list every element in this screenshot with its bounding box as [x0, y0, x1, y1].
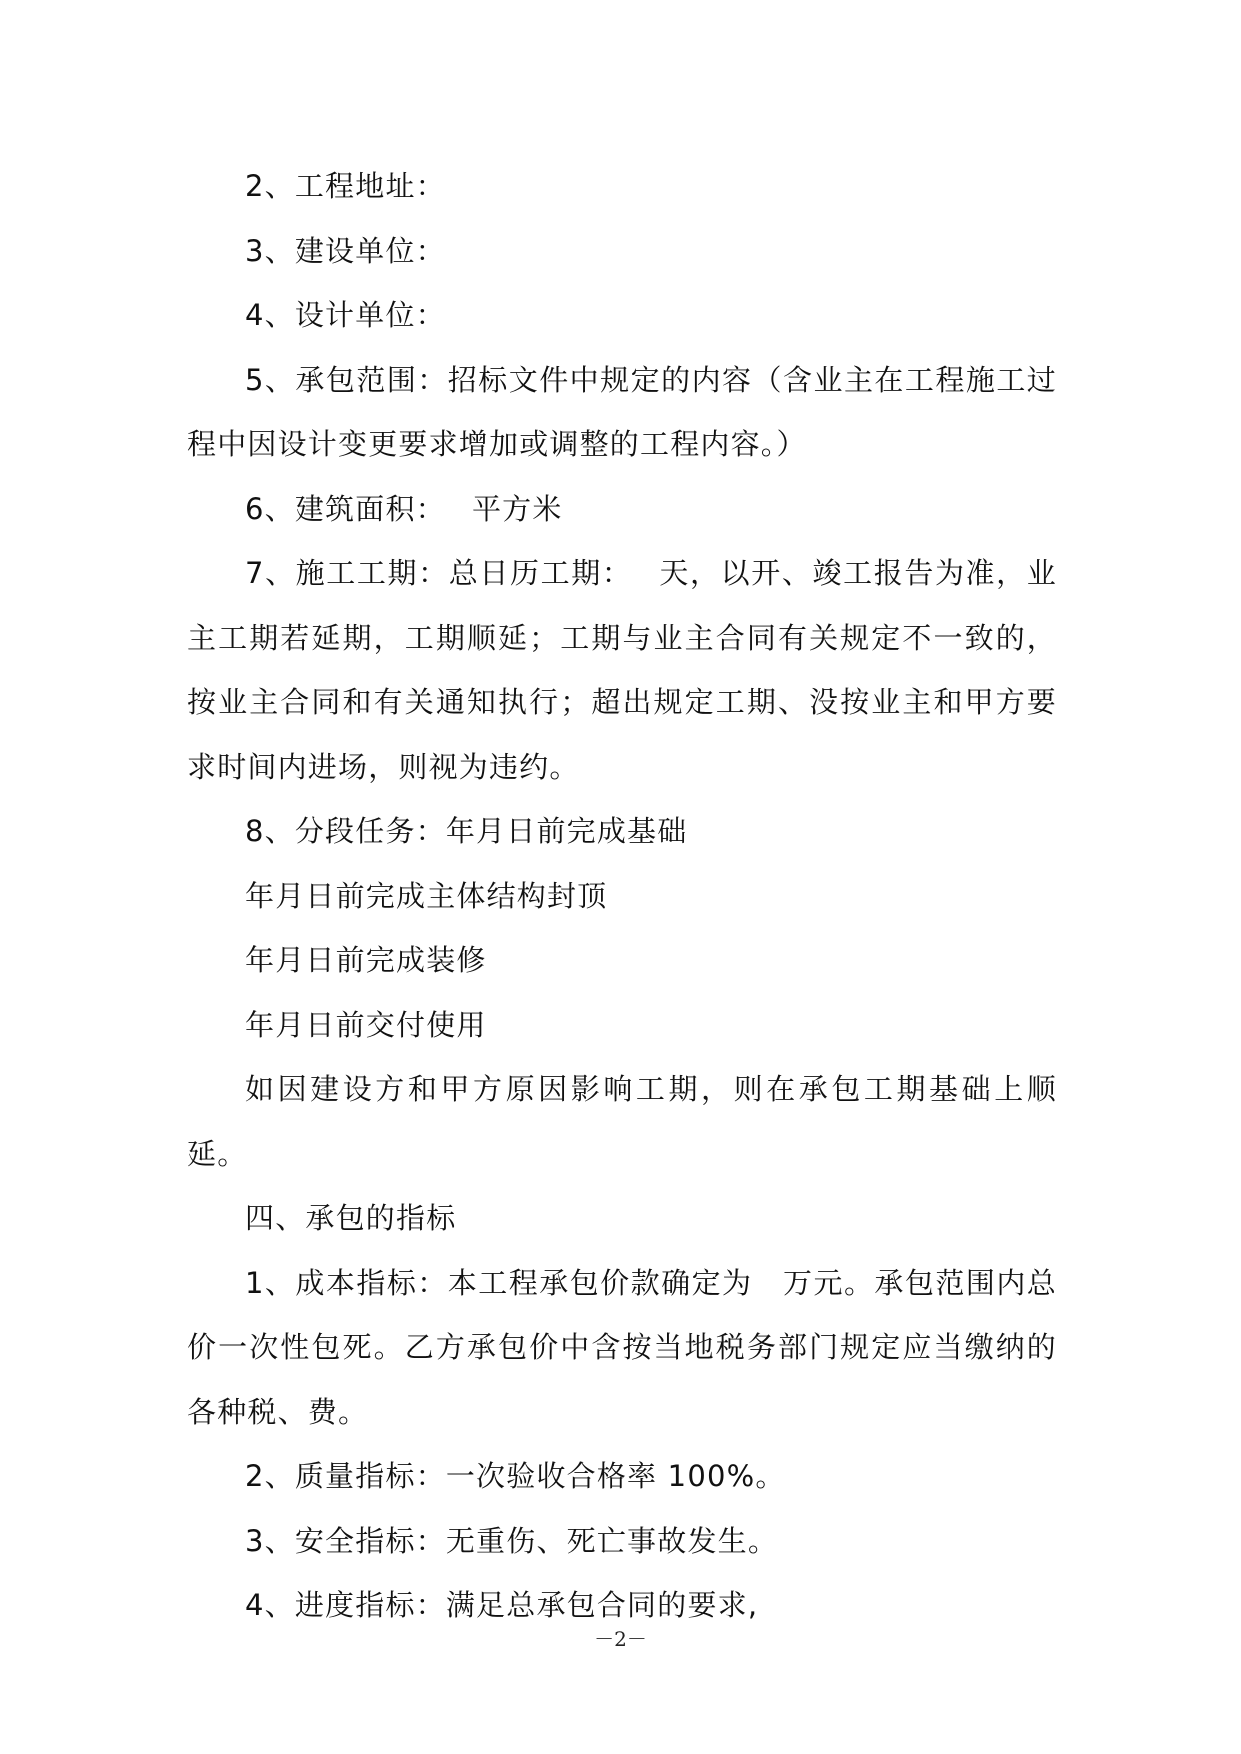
paragraph-cost-target: 1、成本指标：本工程承包价款确定为 万元。承包范围内总价一次性包死。乙方承包价中含按当地税务部门规定应当缴纳的各种税、费。: [187, 1265, 1057, 1429]
paragraph-contract-scope: 5、承包范围：招标文件中规定的内容（含业主在工程施工过程中因设计变更要求增加或调整的工程内容。）: [187, 362, 1057, 461]
paragraph-design-unit: 4、设计单位：: [245, 298, 446, 332]
paragraph-building-area: 6、建筑面积： 平方米: [245, 491, 563, 526]
paragraph-phase-decoration: 年月日前完成装修: [245, 943, 487, 977]
paragraph-construction-period: 7、施工工期：总日历工期： 天，以开、竣工报告为准，业主工期若延期，工期顺延；工期与业主合同有关规定不一致的，按业主合同和有关通知执行；超出规定工期、没按业主和甲方要求时间内进场，则视为违约。: [187, 556, 1057, 784]
paragraph-delay-clause: 如因建设方和甲方原因影响工期，则在承包工期基础上顺延。: [187, 1072, 1057, 1171]
page-number: －2－: [594, 1627, 647, 1651]
paragraph-quality-target: 2、质量指标：一次验收合格率 100%。: [245, 1459, 786, 1493]
section-heading-contract-targets: 四、承包的指标: [245, 1201, 457, 1235]
document-body: [187, 154, 1057, 1638]
paragraph-construction-unit: 3、建设单位：: [245, 233, 446, 268]
paragraph-progress-target: 4、进度指标：满足总承包合同的要求,: [245, 1588, 759, 1622]
paragraph-phase-tasks: 8、分段任务：年月日前完成基础: [245, 814, 688, 848]
paragraph-phase-structure: 年月日前完成主体结构封顶: [245, 878, 608, 913]
paragraph-project-address: 2、工程地址：: [245, 169, 446, 203]
paragraph-phase-delivery: 年月日前交付使用: [245, 1007, 487, 1042]
paragraph-safety-target: 3、安全指标：无重伤、死亡事故发生。: [245, 1523, 779, 1558]
